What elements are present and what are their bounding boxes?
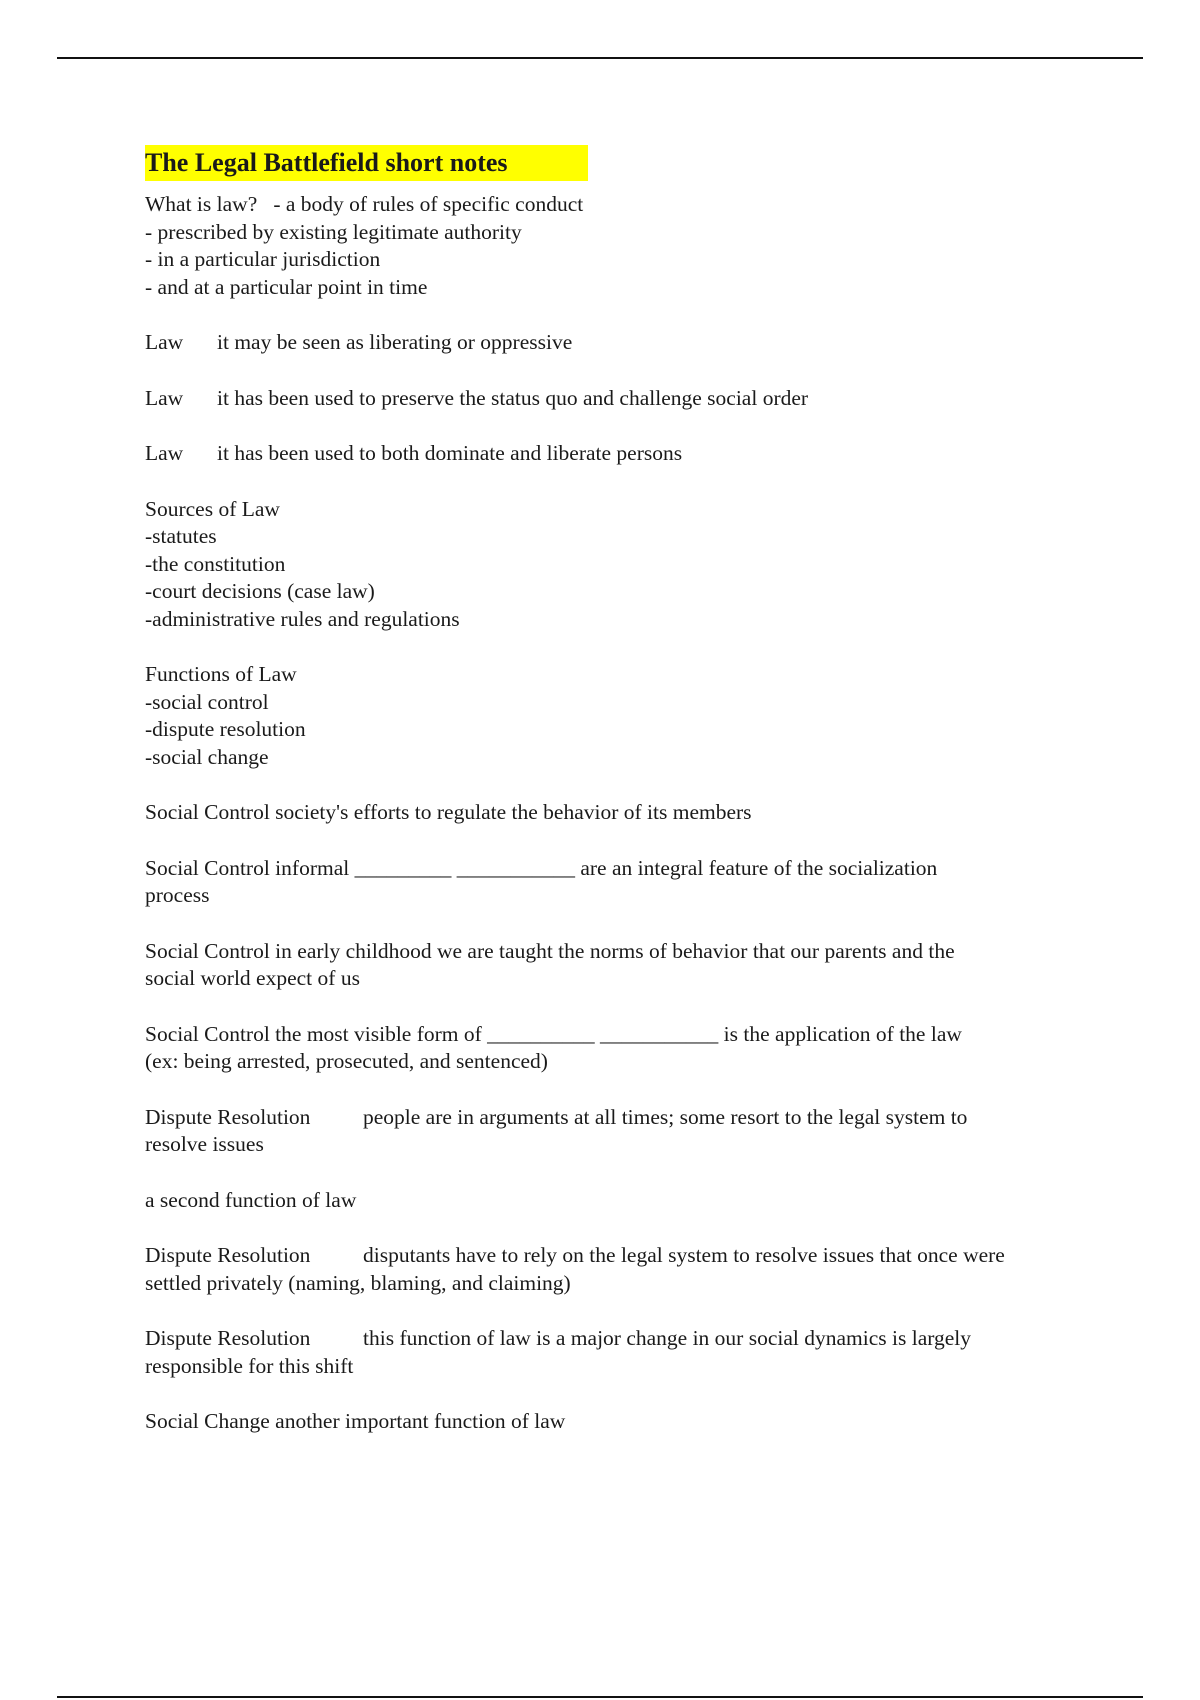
term-label: Dispute Resolution — [145, 1326, 311, 1350]
note-text: social world expect of us — [145, 966, 360, 990]
note-social-change — [145, 1408, 1095, 1436]
note-text: Social Control in early childhood we are taught the norms of behavior that our parents and the — [145, 938, 955, 963]
definition-line: - prescribed by existing legitimate authority — [145, 219, 522, 244]
list-item: -court decisions (case law) — [145, 579, 375, 603]
note-dispute-resolution-3 — [145, 1325, 1095, 1380]
note-text: (ex: being arrested, prosecuted, and sentenced) — [145, 1049, 548, 1073]
term-label: Dispute Resolution — [145, 1243, 311, 1267]
definition-block — [145, 191, 1095, 301]
note-text: Social Change another important function of law — [145, 1409, 566, 1433]
definition-line: - and at a particular point in time — [145, 274, 428, 299]
note-social-control-2 — [145, 855, 1095, 910]
law-item — [145, 440, 1095, 468]
note-text: resolve issues — [145, 1132, 264, 1156]
note-social-control-1 — [145, 799, 1095, 827]
list-item: -social change — [145, 744, 269, 769]
note-second-function — [145, 1187, 1095, 1215]
functions-block — [145, 661, 1095, 771]
note-text: Social Control the most visible form of __________ ___________ is the application of the law — [145, 1021, 962, 1046]
top-rule — [57, 57, 1143, 59]
list-item: -dispute resolution — [145, 717, 306, 741]
note-social-control-3 — [145, 938, 1095, 993]
document-title: The Legal Battlefield short notes — [145, 145, 588, 181]
term-label: Law — [145, 441, 184, 465]
note-text: a second function of law — [145, 1187, 357, 1212]
note-text: people are in arguments at all times; some resort to the legal system to — [363, 1104, 968, 1129]
note-dispute-resolution-2 — [145, 1242, 1095, 1297]
sources-heading: Sources of Law — [145, 496, 280, 521]
list-item: -social control — [145, 689, 269, 714]
term-label: Law — [145, 330, 184, 354]
document-body — [145, 145, 1095, 1436]
note-social-control-4 — [145, 1021, 1095, 1076]
list-item: -statutes — [145, 524, 217, 548]
term-label: Law — [145, 385, 184, 410]
note-text: Social Control society's efforts to regulate the behavior of its members — [145, 800, 752, 824]
note-text: Social Control informal _________ ___________ are an integral feature of the socialization — [145, 855, 938, 880]
term-text: it has been used to both dominate and liberate persons — [217, 441, 683, 465]
definition-line: What is law? - a body of rules of specific conduct — [145, 192, 584, 216]
definition-line: - in a particular jurisdiction — [145, 247, 381, 271]
list-item: -the constitution — [145, 551, 286, 576]
functions-heading: Functions of Law — [145, 662, 297, 686]
term-text: it may be seen as liberating or oppressive — [217, 330, 573, 354]
term-label: Dispute Resolution — [145, 1104, 311, 1129]
note-text: disputants have to rely on the legal system to resolve issues that once were — [363, 1243, 1005, 1267]
note-text: this function of law is a major change in our social dynamics is largely — [363, 1326, 972, 1350]
note-text: process — [145, 883, 210, 907]
bottom-rule — [57, 1696, 1143, 1698]
list-item: -administrative rules and regulations — [145, 606, 460, 631]
term-text: it has been used to preserve the status quo and challenge social order — [217, 385, 809, 410]
law-item — [145, 385, 1095, 413]
law-item — [145, 329, 1095, 357]
note-dispute-resolution-1 — [145, 1104, 1095, 1159]
sources-block — [145, 496, 1095, 634]
title-wrap — [145, 145, 1095, 191]
note-text: responsible for this shift — [145, 1353, 354, 1378]
note-text: settled privately (naming, blaming, and claiming) — [145, 1270, 571, 1295]
